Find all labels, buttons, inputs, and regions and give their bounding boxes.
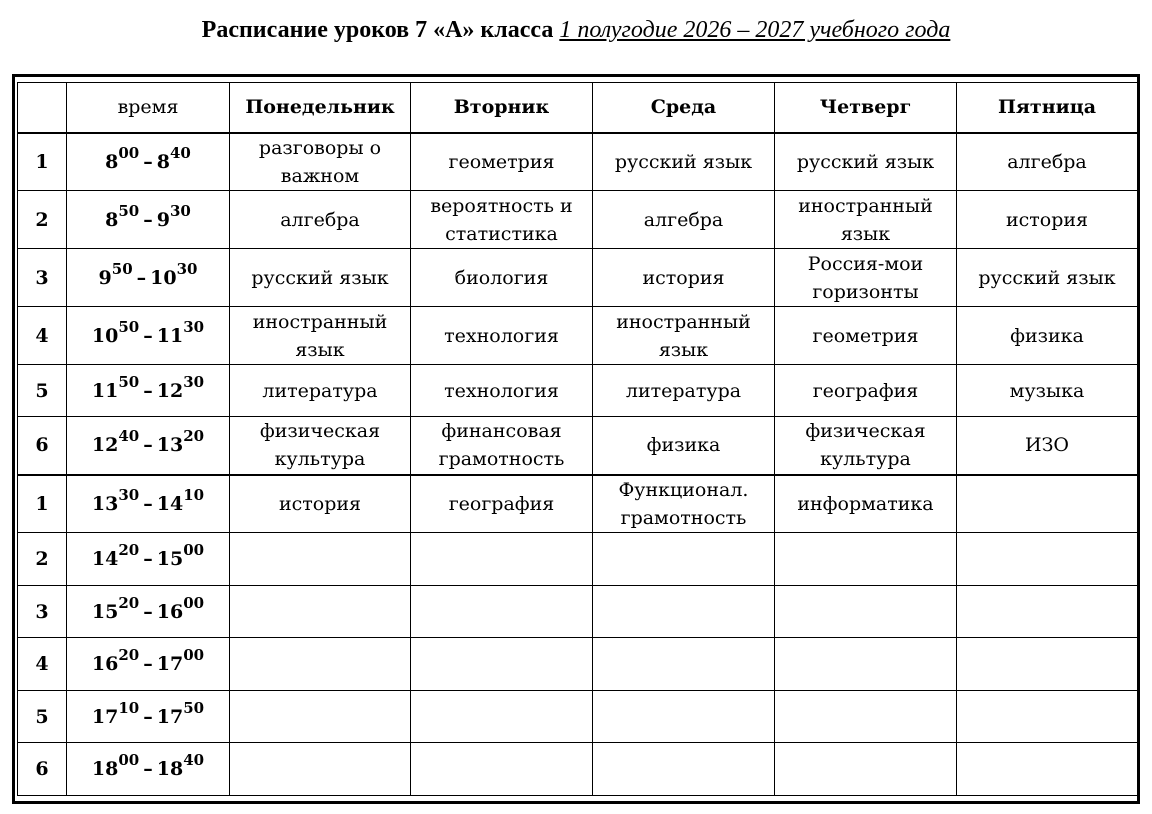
time-dash: – xyxy=(143,492,153,515)
title-semester: 1 полугодие 2026 – 2027 учебного года xyxy=(559,17,951,43)
lesson-time xyxy=(67,307,230,365)
table-row xyxy=(18,533,1138,586)
time-dash: – xyxy=(143,208,153,231)
lesson-number: 5 xyxy=(18,691,67,743)
lesson-wednesday: литература xyxy=(593,365,775,417)
end-minute: 30 xyxy=(183,317,205,336)
table-row xyxy=(18,743,1138,796)
lesson-wednesday xyxy=(593,691,775,743)
lesson-tuesday: биология xyxy=(411,249,593,307)
lesson-thursday xyxy=(775,743,957,796)
table-row xyxy=(18,249,1138,307)
start-hour: 17 xyxy=(91,705,119,728)
lesson-wednesday: физика xyxy=(593,417,775,475)
time-dash: – xyxy=(143,379,153,402)
lesson-monday: иностранный язык xyxy=(230,307,411,365)
lesson-friday xyxy=(957,586,1138,638)
start-hour: 12 xyxy=(91,434,119,457)
start-hour: 16 xyxy=(91,653,119,675)
lesson-thursday: информатика xyxy=(775,475,957,533)
start-hour: 10 xyxy=(91,324,119,347)
lesson-thursday: иностранный язык xyxy=(775,191,957,249)
start-hour: 8 xyxy=(105,208,119,231)
time-dash: – xyxy=(136,266,147,289)
time-dash: – xyxy=(143,705,153,728)
lesson-friday: ИЗО xyxy=(957,417,1138,475)
lesson-time xyxy=(67,691,230,743)
lesson-wednesday xyxy=(593,533,775,586)
table-row xyxy=(18,307,1138,365)
time-dash: – xyxy=(143,653,153,675)
start-hour: 13 xyxy=(91,492,119,515)
header-day-friday: Пятница xyxy=(957,83,1138,133)
table-row xyxy=(18,475,1138,533)
table-row xyxy=(18,638,1138,691)
header-number-cell xyxy=(18,83,67,133)
time-dash: – xyxy=(143,600,153,623)
header-day-wednesday: Среда xyxy=(593,83,775,133)
end-minute: 00 xyxy=(183,541,205,559)
lesson-wednesday: алгебра xyxy=(593,191,775,249)
lesson-time xyxy=(67,533,230,586)
end-hour: 17 xyxy=(156,653,184,675)
start-hour: 18 xyxy=(91,758,119,780)
lesson-monday: алгебра xyxy=(230,191,411,249)
lesson-number: 6 xyxy=(18,743,67,796)
start-hour: 9 xyxy=(98,266,112,289)
lesson-friday: музыка xyxy=(957,365,1138,417)
lesson-tuesday: финансовая грамотность xyxy=(411,417,593,475)
table-row xyxy=(18,191,1138,249)
start-minute: 50 xyxy=(118,372,140,391)
lesson-time xyxy=(67,249,230,307)
lesson-monday: русский язык xyxy=(230,249,411,307)
end-hour: 16 xyxy=(156,600,184,623)
start-minute: 00 xyxy=(118,751,140,769)
start-minute: 20 xyxy=(118,541,140,559)
lesson-number: 4 xyxy=(18,307,67,365)
lesson-tuesday: технология xyxy=(411,365,593,417)
start-hour: 8 xyxy=(105,150,119,173)
lesson-friday: история xyxy=(957,191,1138,249)
lesson-wednesday: русский язык xyxy=(593,133,775,191)
lesson-friday: русский язык xyxy=(957,249,1138,307)
lesson-monday xyxy=(230,691,411,743)
lesson-monday: история xyxy=(230,475,411,533)
end-minute: 00 xyxy=(183,646,205,664)
table-row xyxy=(18,365,1138,417)
lesson-thursday xyxy=(775,533,957,586)
end-hour: 14 xyxy=(156,492,184,515)
start-minute: 10 xyxy=(118,698,140,717)
table-row xyxy=(18,586,1138,638)
lesson-tuesday: вероятность и статистика xyxy=(411,191,593,249)
end-minute: 40 xyxy=(169,143,191,162)
lesson-number: 2 xyxy=(18,191,67,249)
table-row xyxy=(18,417,1138,475)
end-minute: 10 xyxy=(183,485,205,504)
lesson-number: 6 xyxy=(18,417,67,475)
lesson-wednesday xyxy=(593,638,775,691)
start-minute: 30 xyxy=(118,485,140,504)
lesson-tuesday: технология xyxy=(411,307,593,365)
header-day-monday: Понедельник xyxy=(230,83,411,133)
schedule-body xyxy=(18,133,1138,796)
time-dash: – xyxy=(143,324,153,347)
lesson-time xyxy=(67,475,230,533)
time-dash: – xyxy=(143,434,153,457)
start-minute: 50 xyxy=(118,317,140,336)
lesson-monday xyxy=(230,743,411,796)
end-hour: 11 xyxy=(156,324,184,347)
start-hour: 15 xyxy=(91,600,119,623)
document-title xyxy=(0,14,1152,46)
lesson-friday: физика xyxy=(957,307,1138,365)
lesson-thursday: Россия-мои горизонты xyxy=(775,249,957,307)
header-row xyxy=(18,83,1138,133)
lesson-friday xyxy=(957,743,1138,796)
lesson-thursday xyxy=(775,691,957,743)
lesson-wednesday: Функционал. грамотность xyxy=(593,475,775,533)
lesson-number: 2 xyxy=(18,533,67,586)
lesson-number: 3 xyxy=(18,586,67,638)
end-hour: 10 xyxy=(150,266,177,289)
table-row xyxy=(18,691,1138,743)
lesson-wednesday xyxy=(593,743,775,796)
lesson-time xyxy=(67,417,230,475)
end-minute: 00 xyxy=(183,593,205,612)
start-hour: 14 xyxy=(91,548,119,570)
lesson-tuesday: геометрия xyxy=(411,133,593,191)
lesson-number: 1 xyxy=(18,133,67,191)
end-minute: 50 xyxy=(183,698,205,717)
start-minute: 40 xyxy=(118,427,140,446)
lesson-number: 3 xyxy=(18,249,67,307)
lesson-thursday xyxy=(775,586,957,638)
start-minute: 20 xyxy=(118,593,140,612)
lesson-tuesday xyxy=(411,638,593,691)
header-time: время xyxy=(67,83,230,133)
lesson-friday xyxy=(957,533,1138,586)
lesson-friday xyxy=(957,638,1138,691)
lesson-number: 4 xyxy=(18,638,67,691)
lesson-time xyxy=(67,191,230,249)
end-hour: 13 xyxy=(156,434,184,457)
start-minute: 50 xyxy=(111,259,133,278)
lesson-time xyxy=(67,586,230,638)
lesson-tuesday xyxy=(411,586,593,638)
end-minute: 30 xyxy=(169,201,191,220)
lesson-monday xyxy=(230,638,411,691)
end-minute: 40 xyxy=(183,751,205,769)
time-dash: – xyxy=(143,758,153,780)
start-minute: 20 xyxy=(118,646,140,664)
lesson-wednesday xyxy=(593,586,775,638)
lesson-monday: литература xyxy=(230,365,411,417)
time-dash: – xyxy=(143,548,153,570)
lesson-time xyxy=(67,638,230,691)
lesson-time xyxy=(67,365,230,417)
end-hour: 9 xyxy=(156,208,170,231)
end-minute: 30 xyxy=(176,259,198,278)
lesson-thursday: физическая культура xyxy=(775,417,957,475)
lesson-number: 5 xyxy=(18,365,67,417)
lesson-time xyxy=(67,133,230,191)
title-main: Расписание уроков 7 «А» класса xyxy=(201,17,554,43)
end-hour: 12 xyxy=(156,379,184,402)
lesson-thursday: геометрия xyxy=(775,307,957,365)
lesson-monday: физическая культура xyxy=(230,417,411,475)
start-minute: 50 xyxy=(118,201,140,220)
lesson-monday xyxy=(230,533,411,586)
lesson-wednesday: иностранный язык xyxy=(593,307,775,365)
lesson-tuesday: география xyxy=(411,475,593,533)
lesson-thursday xyxy=(775,638,957,691)
lesson-time xyxy=(67,743,230,796)
end-hour: 17 xyxy=(156,705,184,728)
start-minute: 00 xyxy=(118,143,140,162)
lesson-friday: алгебра xyxy=(957,133,1138,191)
end-hour: 18 xyxy=(156,758,184,780)
lesson-friday xyxy=(957,475,1138,533)
lesson-tuesday xyxy=(411,691,593,743)
lesson-thursday: география xyxy=(775,365,957,417)
time-dash: – xyxy=(143,150,153,173)
lesson-tuesday xyxy=(411,743,593,796)
end-hour: 8 xyxy=(156,150,170,173)
end-hour: 15 xyxy=(156,548,184,570)
lesson-friday xyxy=(957,691,1138,743)
lesson-thursday: русский язык xyxy=(775,133,957,191)
lesson-number: 1 xyxy=(18,475,67,533)
end-minute: 20 xyxy=(183,427,205,446)
table-row xyxy=(18,133,1138,191)
end-minute: 30 xyxy=(183,372,205,391)
lesson-tuesday xyxy=(411,533,593,586)
schedule-table xyxy=(17,82,1138,796)
start-hour: 11 xyxy=(91,379,119,402)
lesson-wednesday: история xyxy=(593,249,775,307)
lesson-monday xyxy=(230,586,411,638)
lesson-monday: разговоры о важном xyxy=(230,133,411,191)
header-day-tuesday: Вторник xyxy=(411,83,593,133)
header-day-thursday: Четверг xyxy=(775,83,957,133)
